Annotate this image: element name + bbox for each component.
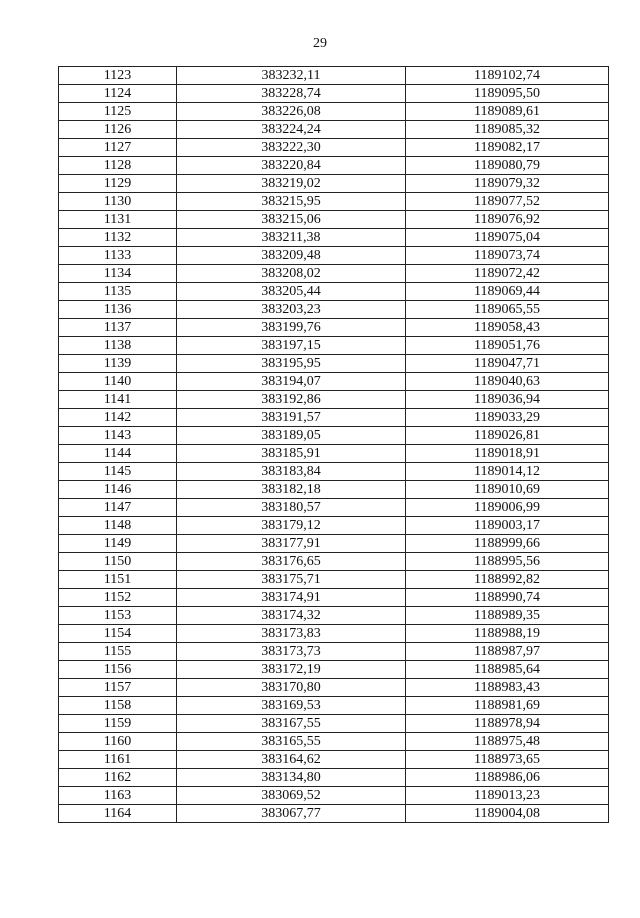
y-coordinate-cell: 1188987,97 [406, 643, 609, 661]
table-row [59, 607, 609, 625]
y-coordinate-cell: 1189033,29 [406, 409, 609, 427]
table-row [59, 85, 609, 103]
x-coordinate-cell: 383173,83 [177, 625, 406, 643]
x-coordinate-cell: 383164,62 [177, 751, 406, 769]
x-coordinate-cell: 383180,57 [177, 499, 406, 517]
table-row [59, 427, 609, 445]
table-row [59, 373, 609, 391]
point-number-cell: 1163 [59, 787, 177, 805]
table-row [59, 319, 609, 337]
point-number-cell: 1134 [59, 265, 177, 283]
point-number-cell: 1133 [59, 247, 177, 265]
x-coordinate-cell: 383191,57 [177, 409, 406, 427]
point-number-cell: 1143 [59, 427, 177, 445]
table-row [59, 337, 609, 355]
point-number-cell: 1161 [59, 751, 177, 769]
y-coordinate-cell: 1188990,74 [406, 589, 609, 607]
y-coordinate-cell: 1188983,43 [406, 679, 609, 697]
x-coordinate-cell: 383194,07 [177, 373, 406, 391]
point-number-cell: 1135 [59, 283, 177, 301]
table-row [59, 643, 609, 661]
table-row [59, 589, 609, 607]
point-number-cell: 1141 [59, 391, 177, 409]
x-coordinate-cell: 383228,74 [177, 85, 406, 103]
y-coordinate-cell: 1189089,61 [406, 103, 609, 121]
table-row [59, 517, 609, 535]
y-coordinate-cell: 1189077,52 [406, 193, 609, 211]
point-number-cell: 1132 [59, 229, 177, 247]
table-row [59, 535, 609, 553]
point-number-cell: 1145 [59, 463, 177, 481]
table-row [59, 661, 609, 679]
table-row [59, 769, 609, 787]
x-coordinate-cell: 383211,38 [177, 229, 406, 247]
x-coordinate-cell: 383185,91 [177, 445, 406, 463]
x-coordinate-cell: 383169,53 [177, 697, 406, 715]
point-number-cell: 1142 [59, 409, 177, 427]
point-number-cell: 1147 [59, 499, 177, 517]
x-coordinate-cell: 383215,06 [177, 211, 406, 229]
table-row [59, 211, 609, 229]
point-number-cell: 1129 [59, 175, 177, 193]
coordinates-table [58, 66, 609, 823]
y-coordinate-cell: 1189006,99 [406, 499, 609, 517]
x-coordinate-cell: 383205,44 [177, 283, 406, 301]
x-coordinate-cell: 383177,91 [177, 535, 406, 553]
x-coordinate-cell: 383222,30 [177, 139, 406, 157]
table-row [59, 625, 609, 643]
point-number-cell: 1153 [59, 607, 177, 625]
point-number-cell: 1152 [59, 589, 177, 607]
x-coordinate-cell: 383179,12 [177, 517, 406, 535]
table-row [59, 481, 609, 499]
point-number-cell: 1150 [59, 553, 177, 571]
y-coordinate-cell: 1189073,74 [406, 247, 609, 265]
table-row [59, 265, 609, 283]
y-coordinate-cell: 1189051,76 [406, 337, 609, 355]
y-coordinate-cell: 1188975,48 [406, 733, 609, 751]
x-coordinate-cell: 383183,84 [177, 463, 406, 481]
x-coordinate-cell: 383167,55 [177, 715, 406, 733]
table-row [59, 157, 609, 175]
x-coordinate-cell: 383174,32 [177, 607, 406, 625]
y-coordinate-cell: 1189040,63 [406, 373, 609, 391]
point-number-cell: 1151 [59, 571, 177, 589]
table-row [59, 697, 609, 715]
y-coordinate-cell: 1189018,91 [406, 445, 609, 463]
y-coordinate-cell: 1189075,04 [406, 229, 609, 247]
y-coordinate-cell: 1189095,50 [406, 85, 609, 103]
x-coordinate-cell: 383208,02 [177, 265, 406, 283]
point-number-cell: 1149 [59, 535, 177, 553]
x-coordinate-cell: 383165,55 [177, 733, 406, 751]
table-row [59, 229, 609, 247]
y-coordinate-cell: 1189065,55 [406, 301, 609, 319]
y-coordinate-cell: 1188981,69 [406, 697, 609, 715]
y-coordinate-cell: 1189047,71 [406, 355, 609, 373]
point-number-cell: 1146 [59, 481, 177, 499]
table-row [59, 499, 609, 517]
table-row [59, 283, 609, 301]
y-coordinate-cell: 1188995,56 [406, 553, 609, 571]
y-coordinate-cell: 1189004,08 [406, 805, 609, 823]
y-coordinate-cell: 1189013,23 [406, 787, 609, 805]
x-coordinate-cell: 383215,95 [177, 193, 406, 211]
y-coordinate-cell: 1189003,17 [406, 517, 609, 535]
table-row [59, 787, 609, 805]
table-row [59, 751, 609, 769]
point-number-cell: 1137 [59, 319, 177, 337]
point-number-cell: 1164 [59, 805, 177, 823]
point-number-cell: 1136 [59, 301, 177, 319]
x-coordinate-cell: 383182,18 [177, 481, 406, 499]
x-coordinate-cell: 383174,91 [177, 589, 406, 607]
point-number-cell: 1158 [59, 697, 177, 715]
point-number-cell: 1130 [59, 193, 177, 211]
point-number-cell: 1144 [59, 445, 177, 463]
table-row [59, 121, 609, 139]
x-coordinate-cell: 383175,71 [177, 571, 406, 589]
table-row [59, 103, 609, 121]
table-row [59, 805, 609, 823]
y-coordinate-cell: 1189076,92 [406, 211, 609, 229]
point-number-cell: 1138 [59, 337, 177, 355]
table-row [59, 553, 609, 571]
table-row [59, 355, 609, 373]
y-coordinate-cell: 1189058,43 [406, 319, 609, 337]
x-coordinate-cell: 383224,24 [177, 121, 406, 139]
point-number-cell: 1126 [59, 121, 177, 139]
y-coordinate-cell: 1188985,64 [406, 661, 609, 679]
y-coordinate-cell: 1189080,79 [406, 157, 609, 175]
table-row [59, 139, 609, 157]
y-coordinate-cell: 1189026,81 [406, 427, 609, 445]
x-coordinate-cell: 383199,76 [177, 319, 406, 337]
table-row [59, 463, 609, 481]
point-number-cell: 1154 [59, 625, 177, 643]
table-row [59, 175, 609, 193]
point-number-cell: 1139 [59, 355, 177, 373]
y-coordinate-cell: 1188978,94 [406, 715, 609, 733]
y-coordinate-cell: 1189082,17 [406, 139, 609, 157]
point-number-cell: 1157 [59, 679, 177, 697]
x-coordinate-cell: 383176,65 [177, 553, 406, 571]
table-row [59, 445, 609, 463]
table-row [59, 733, 609, 751]
x-coordinate-cell: 383226,08 [177, 103, 406, 121]
point-number-cell: 1140 [59, 373, 177, 391]
y-coordinate-cell: 1189014,12 [406, 463, 609, 481]
y-coordinate-cell: 1189010,69 [406, 481, 609, 499]
point-number-cell: 1162 [59, 769, 177, 787]
table-row [59, 247, 609, 265]
y-coordinate-cell: 1189102,74 [406, 67, 609, 85]
x-coordinate-cell: 383192,86 [177, 391, 406, 409]
table-row [59, 67, 609, 85]
y-coordinate-cell: 1189072,42 [406, 265, 609, 283]
point-number-cell: 1148 [59, 517, 177, 535]
x-coordinate-cell: 383219,02 [177, 175, 406, 193]
x-coordinate-cell: 383189,05 [177, 427, 406, 445]
x-coordinate-cell: 383195,95 [177, 355, 406, 373]
x-coordinate-cell: 383172,19 [177, 661, 406, 679]
y-coordinate-cell: 1189085,32 [406, 121, 609, 139]
x-coordinate-cell: 383134,80 [177, 769, 406, 787]
point-number-cell: 1127 [59, 139, 177, 157]
point-number-cell: 1156 [59, 661, 177, 679]
y-coordinate-cell: 1188973,65 [406, 751, 609, 769]
y-coordinate-cell: 1188999,66 [406, 535, 609, 553]
y-coordinate-cell: 1189079,32 [406, 175, 609, 193]
point-number-cell: 1124 [59, 85, 177, 103]
x-coordinate-cell: 383203,23 [177, 301, 406, 319]
table-row [59, 391, 609, 409]
y-coordinate-cell: 1188992,82 [406, 571, 609, 589]
x-coordinate-cell: 383209,48 [177, 247, 406, 265]
y-coordinate-cell: 1188986,06 [406, 769, 609, 787]
table-row [59, 409, 609, 427]
table-row [59, 715, 609, 733]
x-coordinate-cell: 383173,73 [177, 643, 406, 661]
x-coordinate-cell: 383197,15 [177, 337, 406, 355]
point-number-cell: 1155 [59, 643, 177, 661]
y-coordinate-cell: 1188988,19 [406, 625, 609, 643]
x-coordinate-cell: 383220,84 [177, 157, 406, 175]
point-number-cell: 1125 [59, 103, 177, 121]
x-coordinate-cell: 383170,80 [177, 679, 406, 697]
table-row [59, 301, 609, 319]
x-coordinate-cell: 383232,11 [177, 67, 406, 85]
point-number-cell: 1159 [59, 715, 177, 733]
table-row [59, 571, 609, 589]
point-number-cell: 1128 [59, 157, 177, 175]
table-row [59, 679, 609, 697]
point-number-cell: 1123 [59, 67, 177, 85]
x-coordinate-cell: 383067,77 [177, 805, 406, 823]
y-coordinate-cell: 1189036,94 [406, 391, 609, 409]
point-number-cell: 1131 [59, 211, 177, 229]
y-coordinate-cell: 1189069,44 [406, 283, 609, 301]
coordinates-table-body [59, 67, 609, 823]
point-number-cell: 1160 [59, 733, 177, 751]
y-coordinate-cell: 1188989,35 [406, 607, 609, 625]
table-row [59, 193, 609, 211]
page-number: 29 [313, 36, 327, 51]
x-coordinate-cell: 383069,52 [177, 787, 406, 805]
